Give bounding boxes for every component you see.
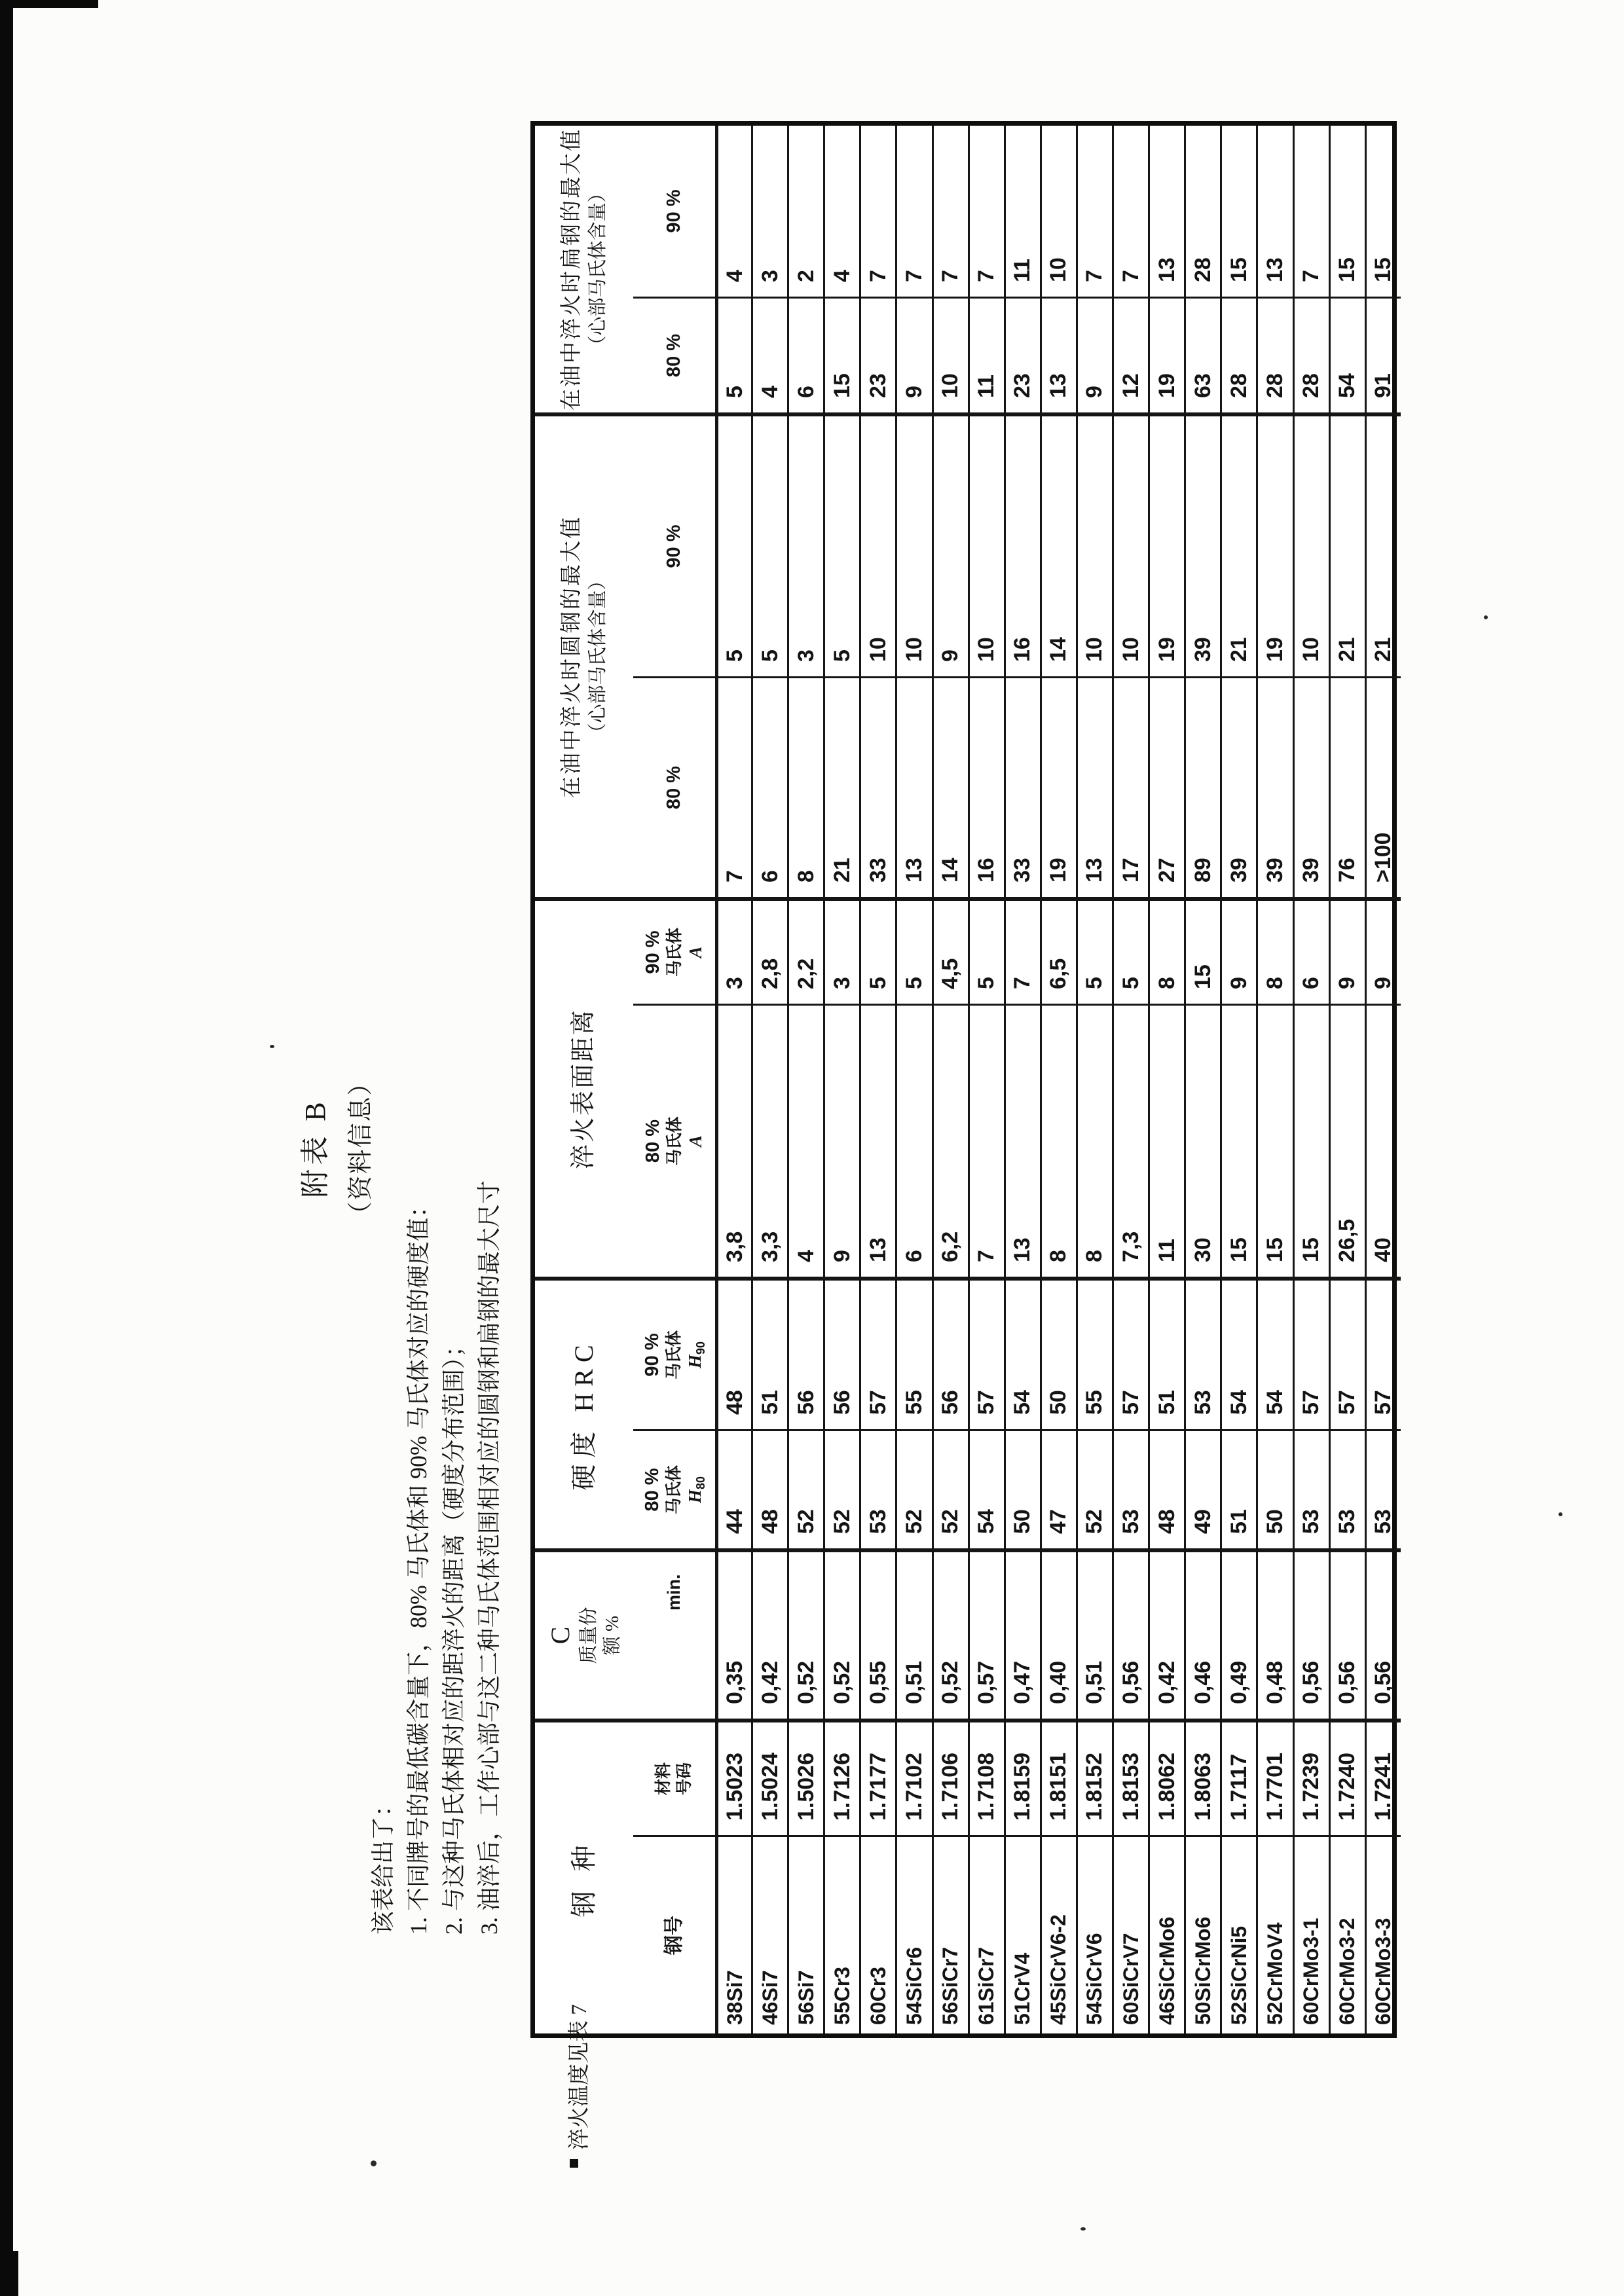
cell-a90-row13: 8 [1148, 901, 1184, 1006]
cell-f80-row3: 6 [787, 299, 823, 416]
sub-label-a80-pct: 80 % [642, 1119, 663, 1163]
cell-a90-row7: 4,5 [932, 901, 968, 1006]
cell-f90-row18: 15 [1329, 126, 1365, 299]
cell-h90-row10: 50 [1040, 1281, 1076, 1431]
cell-a80-row18: 26,5 [1329, 1006, 1365, 1281]
group-header-hardness [535, 1281, 633, 1552]
cell-r80-row12: 17 [1112, 678, 1148, 901]
cell-h80-row14: 49 [1184, 1431, 1220, 1552]
cell-h90-row2: 51 [751, 1281, 787, 1431]
cell-name-row2: 46Si7 [751, 1837, 787, 2033]
cell-r90-row18: 21 [1329, 416, 1365, 678]
cell-h90-row6: 55 [895, 1281, 931, 1431]
cell-a90-row3: 2,2 [787, 901, 823, 1006]
cell-r90-row9: 16 [1004, 416, 1040, 678]
sub-label-h90-symbol: $H_{90}$ [685, 1341, 707, 1369]
cell-r80-row8: 16 [968, 678, 1004, 901]
cell-r90-row12: 10 [1112, 416, 1148, 678]
cell-h90-row7: 56 [932, 1281, 968, 1431]
cell-a90-row11: 5 [1076, 901, 1112, 1006]
cell-name-row7: 56SiCr7 [932, 1837, 968, 2033]
sub-label-carbon-min: min. [663, 1574, 684, 1611]
cell-a90-row4: 3 [823, 901, 859, 1006]
cell-a90-row14: 15 [1184, 901, 1220, 1006]
note-item-3: 3. 油淬后，工作心部与这二种马氏体范围相对应的圆钢和扁钢的最大尺寸 [476, 1180, 502, 1935]
cell-r80-row7: 14 [932, 678, 968, 901]
sub-label-h80-pct: 80 % [641, 1468, 663, 1512]
sub-header-a90 [633, 901, 715, 1006]
cell-a90-row6: 5 [895, 901, 931, 1006]
cell-r80-row6: 13 [895, 678, 931, 901]
cell-r80-row3: 8 [787, 678, 823, 901]
notes-intro: 该表给出了： [370, 1793, 396, 1935]
cell-a80-row19: 40 [1365, 1006, 1401, 1281]
cell-name-row19: 60CrMo3-3 [1365, 1837, 1401, 2033]
cell-name-row8: 61SiCr7 [968, 1837, 1004, 2033]
cell-r80-row15: 39 [1220, 678, 1256, 901]
cell-name-row18: 60CrMo3-2 [1329, 1837, 1365, 2033]
sub-label-material-line1: 材料 [654, 1762, 673, 1796]
sub-header-material-no [633, 1722, 715, 1837]
cell-name-row4: 55Cr3 [823, 1837, 859, 2033]
group-header-distance [535, 901, 633, 1281]
cell-a80-row9: 13 [1004, 1006, 1040, 1281]
cell-name-row3: 56Si7 [787, 1837, 823, 2033]
cell-f80-row5: 23 [859, 299, 895, 416]
cell-f90-row2: 3 [751, 126, 787, 299]
group-label-hardness: 硬度 HRC [569, 1338, 599, 1491]
sub-label-h90-pct: 90 % [641, 1333, 663, 1377]
page-title [291, 0, 376, 2296]
cell-c-row5: 0,55 [859, 1552, 895, 1722]
cell-a80-row3: 4 [787, 1006, 823, 1281]
sub-header-a80 [633, 1006, 715, 1281]
cell-a90-row18: 9 [1329, 901, 1365, 1006]
cell-h80-row10: 47 [1040, 1431, 1076, 1552]
cell-f90-row10: 10 [1040, 126, 1076, 299]
cell-name-row6: 54SiCr6 [895, 1837, 931, 2033]
cell-mat-row18: 1.7240 [1329, 1722, 1365, 1837]
cell-h90-row1: 48 [715, 1281, 751, 1431]
group-header-flat [535, 126, 633, 416]
cell-f90-row16: 13 [1256, 126, 1292, 299]
cell-f90-row8: 7 [968, 126, 1004, 299]
cell-name-row17: 60CrMo3-1 [1293, 1837, 1329, 2033]
cell-name-row1: 38Si7 [715, 1837, 751, 2033]
cell-r90-row1: 5 [715, 416, 751, 678]
cell-h80-row5: 53 [859, 1431, 895, 1552]
cell-mat-row13: 1.8062 [1148, 1722, 1184, 1837]
cell-mat-row5: 1.7177 [859, 1722, 895, 1837]
sub-label-a90-symbol: A [686, 946, 706, 958]
footnote-marker [570, 2159, 578, 2168]
cell-h80-row17: 53 [1293, 1431, 1329, 1552]
cell-r80-row16: 39 [1256, 678, 1292, 901]
cell-c-row9: 0,47 [1004, 1552, 1040, 1722]
cell-r80-row17: 39 [1293, 678, 1329, 901]
cell-a90-row17: 6 [1293, 901, 1329, 1006]
cell-a80-row10: 8 [1040, 1006, 1076, 1281]
cell-mat-row17: 1.7239 [1293, 1722, 1329, 1837]
sub-header-steel-name [633, 1837, 715, 2033]
cell-f90-row11: 7 [1076, 126, 1112, 299]
cell-h90-row12: 57 [1112, 1281, 1148, 1431]
cell-c-row12: 0,56 [1112, 1552, 1148, 1722]
cell-h80-row13: 48 [1148, 1431, 1184, 1552]
cell-f80-row6: 9 [895, 299, 931, 416]
cell-f80-row2: 4 [751, 299, 787, 416]
hardenability-table [530, 121, 1397, 2038]
cell-c-row1: 0,35 [715, 1552, 751, 1722]
cell-r90-row19: 21 [1365, 416, 1401, 678]
cell-f80-row8: 11 [968, 299, 1004, 416]
cell-a80-row4: 9 [823, 1006, 859, 1281]
cell-h80-row12: 53 [1112, 1431, 1148, 1552]
cell-r90-row8: 10 [968, 416, 1004, 678]
cell-r80-row9: 33 [1004, 678, 1040, 901]
cell-h80-row18: 53 [1329, 1431, 1365, 1552]
cell-c-row4: 0,52 [823, 1552, 859, 1722]
cell-h90-row3: 56 [787, 1281, 823, 1431]
cell-mat-row9: 1.8159 [1004, 1722, 1040, 1837]
cell-f90-row6: 7 [895, 126, 931, 299]
cell-mat-row2: 1.5024 [751, 1722, 787, 1837]
cell-c-row18: 0,56 [1329, 1552, 1365, 1722]
cell-mat-row8: 1.7108 [968, 1722, 1004, 1837]
cell-name-row16: 52CrMoV4 [1256, 1837, 1292, 2033]
cell-f80-row18: 54 [1329, 299, 1365, 416]
sub-label-a90-martensite: 马氏体 [665, 928, 684, 977]
sub-label-a80-martensite: 马氏体 [665, 1116, 684, 1166]
cell-f90-row17: 7 [1293, 126, 1329, 299]
cell-name-row11: 54SiCrV6 [1076, 1837, 1112, 2033]
cell-r90-row4: 5 [823, 416, 859, 678]
cell-f90-row3: 2 [787, 126, 823, 299]
cell-h80-row8: 54 [968, 1431, 1004, 1552]
group-label-carbon-symbol: C [545, 1626, 575, 1645]
cell-c-row3: 0,52 [787, 1552, 823, 1722]
cell-h80-row4: 52 [823, 1431, 859, 1552]
sub-header-round-90 [633, 416, 715, 678]
group-label-distance: 淬火表面距离 [570, 1008, 598, 1170]
cell-r80-row4: 21 [823, 678, 859, 901]
group-label-carbon-line1: 质量份 [578, 1607, 599, 1664]
cell-mat-row6: 1.7102 [895, 1722, 931, 1837]
cell-f90-row5: 7 [859, 126, 895, 299]
cell-r80-row2: 6 [751, 678, 787, 901]
cell-h90-row17: 57 [1293, 1281, 1329, 1431]
cell-c-row14: 0,46 [1184, 1552, 1220, 1722]
cell-h80-row3: 52 [787, 1431, 823, 1552]
cell-h80-row7: 52 [932, 1431, 968, 1552]
cell-c-row16: 0,48 [1256, 1552, 1292, 1722]
cell-h90-row18: 57 [1329, 1281, 1365, 1431]
cell-r80-row10: 19 [1040, 678, 1076, 901]
cell-f90-row14: 28 [1184, 126, 1220, 299]
table-footnote [562, 2004, 593, 2168]
cell-mat-row7: 1.7106 [932, 1722, 968, 1837]
cell-f90-row9: 11 [1004, 126, 1040, 299]
cell-a80-row6: 6 [895, 1006, 931, 1281]
cell-a80-row14: 30 [1184, 1006, 1220, 1281]
cell-a90-row16: 8 [1256, 901, 1292, 1006]
sub-label-a80-symbol: A [686, 1135, 706, 1148]
cell-h90-row19: 57 [1365, 1281, 1401, 1431]
cell-c-row10: 0,40 [1040, 1552, 1076, 1722]
cell-mat-row14: 1.8063 [1184, 1722, 1220, 1837]
cell-r90-row11: 10 [1076, 416, 1112, 678]
cell-c-row7: 0,52 [932, 1552, 968, 1722]
group-header-round [535, 416, 633, 901]
cell-a80-row11: 8 [1076, 1006, 1112, 1281]
cell-h90-row15: 54 [1220, 1281, 1256, 1431]
cell-f80-row14: 63 [1184, 299, 1220, 416]
cell-r80-row5: 33 [859, 678, 895, 901]
cell-f80-row16: 28 [1256, 299, 1292, 416]
cell-c-row17: 0,56 [1293, 1552, 1329, 1722]
cell-r90-row10: 14 [1040, 416, 1076, 678]
cell-f80-row13: 19 [1148, 299, 1184, 416]
cell-c-row19: 0,56 [1365, 1552, 1401, 1722]
cell-f80-row12: 12 [1112, 299, 1148, 416]
cell-mat-row12: 1.8153 [1112, 1722, 1148, 1837]
group-label-carbon-line2: 额 % [602, 1615, 623, 1656]
sub-label-h80-martensite: 马氏体 [664, 1465, 683, 1515]
cell-f80-row1: 5 [715, 299, 751, 416]
sub-header-carbon-min [633, 1552, 715, 1722]
cell-h80-row15: 51 [1220, 1431, 1256, 1552]
cell-a80-row17: 15 [1293, 1006, 1329, 1281]
sub-header-h90 [633, 1281, 715, 1431]
cell-r90-row6: 10 [895, 416, 931, 678]
cell-c-row13: 0,42 [1148, 1552, 1184, 1722]
cell-c-row6: 0,51 [895, 1552, 931, 1722]
cell-f80-row9: 23 [1004, 299, 1040, 416]
group-label-round-line2: （心部马氏体含量） [587, 571, 608, 742]
cell-r80-row19: >100 [1365, 678, 1401, 901]
cell-f90-row15: 15 [1220, 126, 1256, 299]
cell-h80-row11: 52 [1076, 1431, 1112, 1552]
cell-r90-row3: 3 [787, 416, 823, 678]
cell-r80-row11: 13 [1076, 678, 1112, 901]
cell-a80-row13: 11 [1148, 1006, 1184, 1281]
cell-h90-row13: 51 [1148, 1281, 1184, 1431]
note-item-2: 2. 与这种马氏体相对应的距淬火的距离（硬度分布范围）； [441, 1333, 467, 1935]
cell-a80-row12: 7,3 [1112, 1006, 1148, 1281]
group-label-flat-line2: （心部马氏体含量） [587, 183, 608, 355]
footnote-text: 淬火温度见表 7 [568, 2004, 591, 2150]
cell-a90-row2: 2,8 [751, 901, 787, 1006]
cell-a90-row8: 5 [968, 901, 1004, 1006]
note-item-1: 1. 不同牌号的最低碳含量下，80% 马氏体和 90% 马氏体对应的硬度值： [405, 1194, 432, 1935]
sub-header-round-80 [633, 678, 715, 901]
cell-mat-row10: 1.8151 [1040, 1722, 1076, 1837]
cell-a90-row5: 5 [859, 901, 895, 1006]
cell-a90-row19: 9 [1365, 901, 1401, 1006]
cell-name-row14: 50SiCrMo6 [1184, 1837, 1220, 2033]
cell-h80-row9: 50 [1004, 1431, 1040, 1552]
cell-h80-row2: 48 [751, 1431, 787, 1552]
cell-h80-row16: 50 [1256, 1431, 1292, 1552]
cell-r80-row18: 76 [1329, 678, 1365, 901]
cell-mat-row15: 1.7117 [1220, 1722, 1256, 1837]
cell-r90-row16: 19 [1256, 416, 1292, 678]
cell-h80-row6: 52 [895, 1431, 931, 1552]
cell-r90-row13: 19 [1148, 416, 1184, 678]
cell-r90-row2: 5 [751, 416, 787, 678]
sub-label-h90-martensite: 马氏体 [664, 1330, 683, 1380]
cell-mat-row4: 1.7126 [823, 1722, 859, 1837]
cell-mat-row11: 1.8152 [1076, 1722, 1112, 1837]
cell-r90-row14: 39 [1184, 416, 1220, 678]
cell-f90-row1: 4 [715, 126, 751, 299]
cell-a90-row10: 6,5 [1040, 901, 1076, 1006]
cell-f80-row7: 10 [932, 299, 968, 416]
cell-f80-row15: 28 [1220, 299, 1256, 416]
cell-h80-row19: 53 [1365, 1431, 1401, 1552]
sub-header-h80 [633, 1431, 715, 1552]
cell-h80-row1: 44 [715, 1431, 751, 1552]
sub-header-flat-90 [633, 126, 715, 299]
cell-h90-row9: 54 [1004, 1281, 1040, 1431]
cell-name-row13: 46SiCrMo6 [1148, 1837, 1184, 2033]
sub-label-round-80: 80 % [663, 765, 685, 810]
page-title-line1: 附表 B [299, 1098, 331, 1198]
sub-label-round-90: 90 % [663, 524, 685, 568]
cell-c-row8: 0,57 [968, 1552, 1004, 1722]
cell-a80-row16: 15 [1256, 1006, 1292, 1281]
group-header-steel [535, 1722, 633, 2033]
cell-a80-row1: 3,8 [715, 1006, 751, 1281]
cell-r90-row17: 10 [1293, 416, 1329, 678]
sub-label-flat-80: 80 % [663, 333, 685, 378]
cell-c-row11: 0,51 [1076, 1552, 1112, 1722]
cell-name-row15: 52SiCrNi5 [1220, 1837, 1256, 2033]
cell-f90-row13: 13 [1148, 126, 1184, 299]
cell-name-row12: 60SiCrV7 [1112, 1837, 1148, 2033]
page-title-line2: （资料信息） [347, 1069, 375, 1227]
cell-r90-row15: 21 [1220, 416, 1256, 678]
cell-f80-row17: 28 [1293, 299, 1329, 416]
cell-f80-row4: 15 [823, 299, 859, 416]
sub-label-h80-symbol: $H_{80}$ [685, 1476, 707, 1504]
cell-mat-row1: 1.5023 [715, 1722, 751, 1837]
group-label-flat-line1: 在油中淬火时扁钢的最大值 [560, 128, 584, 410]
cell-r80-row14: 89 [1184, 678, 1220, 901]
cell-mat-row16: 1.7701 [1256, 1722, 1292, 1837]
cell-a80-row7: 6,2 [932, 1006, 968, 1281]
cell-a90-row1: 3 [715, 901, 751, 1006]
cell-f90-row7: 7 [932, 126, 968, 299]
cell-a90-row12: 5 [1112, 901, 1148, 1006]
cell-name-row10: 45SiCrV6-2 [1040, 1837, 1076, 2033]
notes-block [365, 1180, 507, 1935]
cell-f90-row4: 4 [823, 126, 859, 299]
cell-h90-row16: 54 [1256, 1281, 1292, 1431]
cell-mat-row3: 1.5026 [787, 1722, 823, 1837]
cell-c-row15: 0,49 [1220, 1552, 1256, 1722]
cell-f80-row19: 91 [1365, 299, 1401, 416]
cell-r80-row1: 7 [715, 678, 751, 901]
cell-r90-row5: 10 [859, 416, 895, 678]
cell-name-row5: 60Cr3 [859, 1837, 895, 2033]
cell-h90-row8: 57 [968, 1281, 1004, 1431]
cell-a80-row15: 15 [1220, 1006, 1256, 1281]
cell-a90-row9: 7 [1004, 901, 1040, 1006]
cell-mat-row19: 1.7241 [1365, 1722, 1401, 1837]
sub-label-steel-name: 钢号 [663, 1916, 685, 1955]
sub-label-material-line2: 号码 [674, 1762, 693, 1796]
group-label-round-line1: 在油中淬火时圆钢的最大值 [560, 515, 584, 798]
group-label-steel: 钢 种 [569, 1838, 599, 1918]
cell-h90-row14: 53 [1184, 1281, 1220, 1431]
sub-label-a90-pct: 90 % [642, 930, 663, 974]
cell-a80-row5: 13 [859, 1006, 895, 1281]
cell-f80-row10: 13 [1040, 299, 1076, 416]
sub-label-flat-90: 90 % [663, 189, 685, 233]
cell-h90-row11: 55 [1076, 1281, 1112, 1431]
cell-f90-row19: 15 [1365, 126, 1401, 299]
cell-f80-row11: 9 [1076, 299, 1112, 416]
cell-f90-row12: 7 [1112, 126, 1148, 299]
cell-name-row9: 51CrV4 [1004, 1837, 1040, 2033]
cell-h90-row4: 56 [823, 1281, 859, 1431]
cell-r90-row7: 9 [932, 416, 968, 678]
cell-r80-row13: 27 [1148, 678, 1184, 901]
cell-a80-row8: 7 [968, 1006, 1004, 1281]
cell-a90-row15: 9 [1220, 901, 1256, 1006]
cell-c-row2: 0,42 [751, 1552, 787, 1722]
cell-h90-row5: 57 [859, 1281, 895, 1431]
sub-header-flat-80 [633, 299, 715, 416]
group-header-carbon [535, 1552, 633, 1722]
cell-a80-row2: 3,3 [751, 1006, 787, 1281]
